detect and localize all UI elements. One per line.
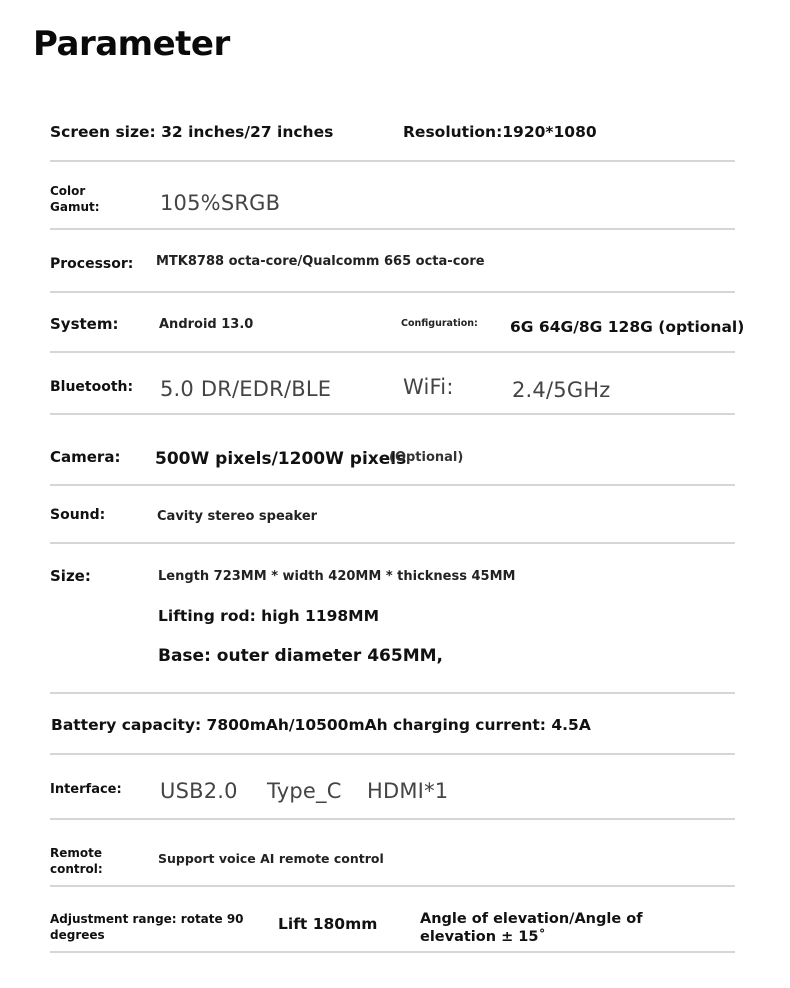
sound-label: Sound: bbox=[50, 507, 106, 523]
camera-optional: (Optional) bbox=[389, 450, 464, 465]
divider bbox=[50, 484, 735, 486]
bluetooth-label: Bluetooth: bbox=[50, 379, 134, 395]
divider bbox=[50, 692, 735, 694]
size-label: Size: bbox=[50, 567, 91, 585]
size-lifting-rod: Lifting rod: high 1198MM bbox=[158, 607, 380, 625]
interface-label: Interface: bbox=[50, 782, 122, 797]
processor-value: MTK8788 octa-core/Qualcomm 665 octa-core bbox=[156, 254, 485, 269]
bluetooth-value: 5.0 DR/EDR/BLE bbox=[160, 377, 332, 401]
color-gamut-value: 105%SRGB bbox=[160, 191, 281, 215]
remote-control-label: Remote control: bbox=[50, 846, 103, 876]
screen-size-text: Screen size: 32 inches/27 inches bbox=[50, 123, 334, 141]
divider bbox=[50, 818, 735, 820]
sound-value: Cavity stereo speaker bbox=[157, 509, 318, 524]
size-base: Base: outer diameter 465MM, bbox=[158, 646, 443, 666]
wifi-value: 2.4/5GHz bbox=[512, 378, 611, 402]
size-dimensions: Length 723MM * width 420MM * thickness 45MM bbox=[158, 569, 516, 584]
battery-text: Battery capacity: 7800mAh/10500mAh charging current: 4.5A bbox=[51, 716, 591, 734]
divider bbox=[50, 351, 735, 353]
system-label: System: bbox=[50, 315, 119, 333]
interface-typec: Type_C bbox=[267, 779, 342, 803]
adjustment-lift: Lift 180mm bbox=[278, 915, 378, 933]
divider bbox=[50, 291, 735, 293]
wifi-label: WiFi: bbox=[403, 375, 454, 399]
adjustment-angle: Angle of elevation/Angle of elevation ± 15˚ bbox=[420, 911, 643, 945]
divider bbox=[50, 413, 735, 415]
system-value: Android 13.0 bbox=[159, 317, 254, 332]
configuration-value: 6G 64G/8G 128G (optional) bbox=[510, 318, 745, 336]
page-title: Parameter bbox=[33, 24, 230, 64]
adjustment-label: Adjustment range: rotate 90 degrees bbox=[50, 912, 244, 942]
divider bbox=[50, 885, 735, 887]
color-gamut-label: Color Gamut: bbox=[50, 184, 100, 214]
camera-value: 500W pixels/1200W pixels bbox=[155, 449, 407, 469]
interface-usb: USB2.0 bbox=[160, 779, 238, 803]
interface-hdmi: HDMI*1 bbox=[367, 779, 449, 803]
camera-label: Camera: bbox=[50, 448, 121, 466]
divider bbox=[50, 228, 735, 230]
divider bbox=[50, 753, 735, 755]
remote-control-value: Support voice AI remote control bbox=[158, 851, 384, 866]
divider bbox=[50, 160, 735, 162]
configuration-label: Configuration: bbox=[401, 318, 478, 329]
divider bbox=[50, 542, 735, 544]
processor-label: Processor: bbox=[50, 256, 134, 272]
divider bbox=[50, 951, 735, 953]
resolution-text: Resolution:1920*1080 bbox=[403, 123, 597, 141]
